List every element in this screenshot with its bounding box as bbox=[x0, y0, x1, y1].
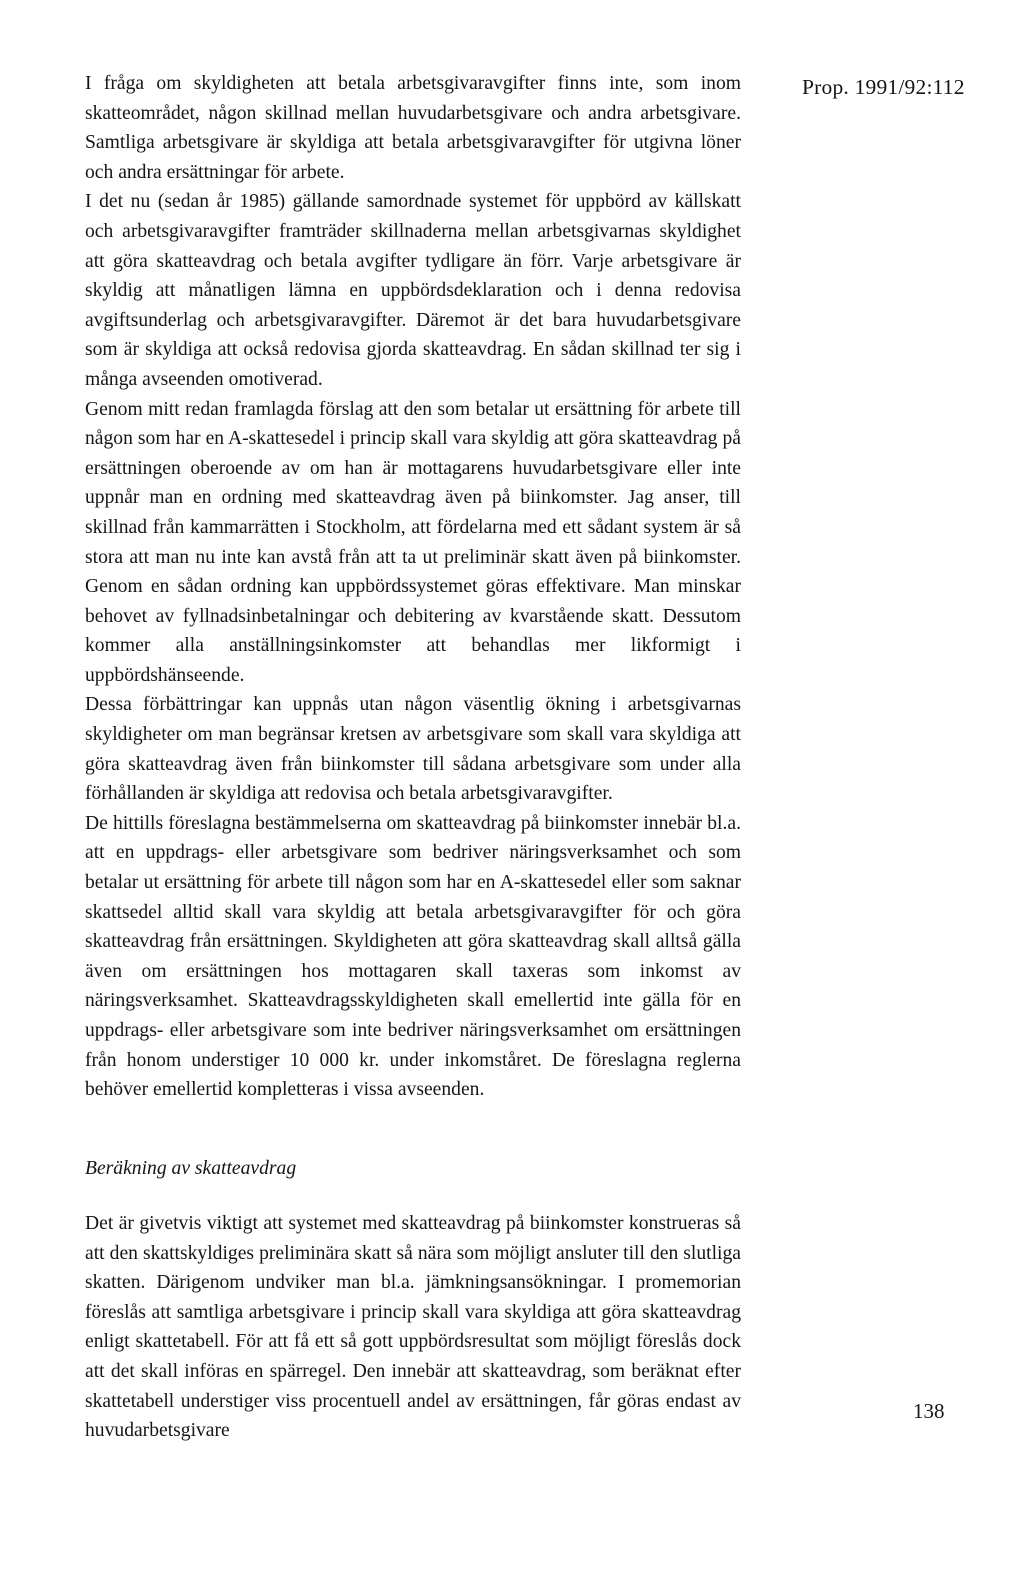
paragraph-3: Genom mitt redan framlagda förslag att den som betalar ut ersättning för arbete till någon som har en A-skattesedel i princip skall vara skyldig att göra skatteavdrag på ersättningen oberoende av om han är mottagarens huvudarbetsgivare eller inte uppnår man en ordning med skatteavdrag även på biinkomster. Jag anser, till skillnad från kammarrätten i Stockholm, att fördelarna med ett sådant system är så stora att man nu inte kan avstå från att ta ut preliminär skatt även på biinkomster. Genom en sådan ordning kan uppbördssystemet göras effektivare. Man minskar behovet av fyllnadsinbetalningar och debitering av kvarstående skatt. Dessutom kommer alla anställningsinkomster att behandlas mer likformigt i uppbördshänseende. bbox=[85, 398, 741, 686]
section-heading: Beräkning av skatteavdrag bbox=[85, 1158, 297, 1179]
paragraph-2: I det nu (sedan år 1985) gällande samordnade systemet för uppbörd av källskatt och arbetsgivaravgifter framträder skillnaderna mellan arbetsgivarnas skyldighet att göra skatteavdrag och betala avgifter tydligare än förr. Varje arbetsgivare är skyldig att månatligen lämna en uppbördsdeklaration och i denna redovisa avgiftsunderlag och arbetsgivaravgifter. Däremot är det bara huvudarbetsgivare som är skyldiga att också redovisa gjorda skatteavdrag. En sådan skillnad ter sig i många avseenden omotiverad. bbox=[85, 191, 741, 390]
body-text bbox=[85, 69, 741, 1105]
section-berakning bbox=[85, 1156, 741, 1446]
paragraph-1: I fråga om skyldigheten att betala arbetsgivaravgifter finns inte, som inom skatteområdet, någon skillnad mellan huvudarbetsgivare och andra arbetsgivare. Samtliga arbetsgivare är skyldiga att betala arbetsgivaravgifter för utgivna löner och andra ersättningar för arbete. bbox=[85, 73, 741, 183]
page-number: 138 bbox=[913, 1399, 945, 1423]
section-paragraph: Det är givetvis viktigt att systemet med skatteavdrag på biinkomster konstrueras så att den skattskyldiges preliminära skatt så nära som möjligt ansluter till den slutliga skatten. Därigenom undviker man bl.a. jämkningsansökningar. I promemorian föreslås att samtliga arbetsgivare i princip skall vara skyldiga att göra skatteavdrag enligt skattetabell. För att få ett så gott uppbördsresultat som möjligt föreslås dock att det skall införas en spärregel. Den innebär att skatteavdrag, som beräknat efter skattetabell understiger viss procentuell andel av ersättningen, får göras endast av huvudarbetsgivare bbox=[85, 1213, 741, 1442]
paragraph-5: De hittills föreslagna bestämmelserna om skatteavdrag på biinkomster innebär bl.a. att en uppdrags- eller arbetsgivare som bedriver näringsverksamhet och som betalar ut ersättning för arbete till någon som har en A-skattesedel eller som saknar skattsedel alltid skall vara skyldig att betala arbetsgivaravgifter för och göra skatteavdrag från ersättningen. Skyldigheten att göra skatteavdrag skall alltså gälla även om ersättningen hos mottagaren skall taxeras som inkomst av näringsverksamhet. Skatteavdragsskyldigheten skall emellertid inte gälla för en uppdrags- eller arbetsgivare som inte bedriver näringsverksamhet om ersättningen från honom understiger 10 000 kr. under inkomståret. De föreslagna reglerna behöver emellertid kompletteras i vissa avseenden. bbox=[85, 812, 741, 1101]
proposition-reference: Prop. 1991/92:112 bbox=[802, 75, 965, 99]
paragraph-4: Dessa förbättringar kan uppnås utan någon väsentlig ökning i arbetsgivarnas skyldigheter om man begränsar kretsen av arbetsgivare som skall vara skyldiga att göra skatteavdrag även från biinkomster till sådana arbetsgivare som under alla förhållanden är skyldiga att redovisa och betala arbetsgivaravgifter. bbox=[85, 694, 741, 805]
